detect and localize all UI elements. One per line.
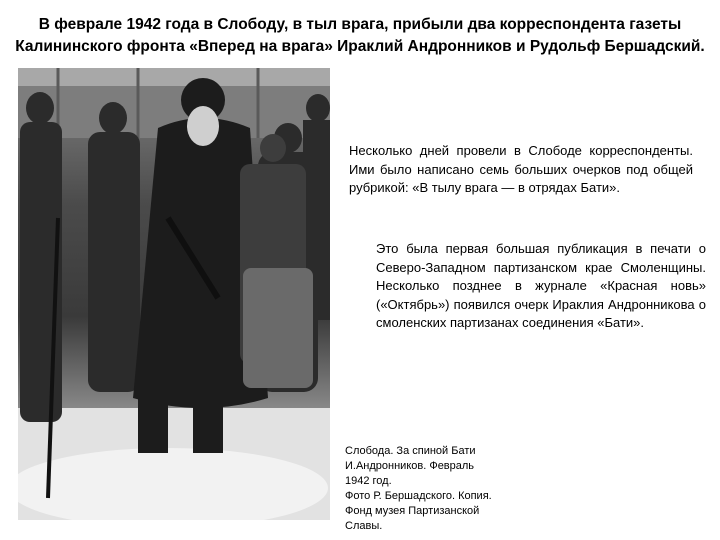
slide-title: В феврале 1942 года в Слободу, в тыл врага, прибыли два корреспондента газеты Калининского фронта «Вперед на врага» Ираклий Андронников и Рудольф Бершадский.: [15, 16, 705, 55]
historical-photo: [18, 68, 330, 520]
caption-line: Фото Р. Бершадского. Копия.: [345, 490, 492, 502]
photo-illustration: [18, 68, 330, 520]
caption-line: Фонд музея Партизанской: [345, 505, 480, 517]
caption-line: 1942 год.: [345, 475, 392, 487]
paragraph-publications: Несколько дней провели в Слободе корреспонденты. Ими было написано семь больших очерков под общей рубрикой: «В тылу врага — в отрядах Бати».: [345, 140, 697, 200]
photo-caption: [343, 442, 528, 536]
caption-line: И.Андронников. Февраль: [345, 460, 475, 472]
paragraph-first-publication: Это была первая большая публикация в печати о Северо-Западном партизанском крае Смоленщины. Несколько позднее в журнале «Красная новь» («Октябрь») появился очерк Ираклия Андронникова о смоленских партизанах соединения «Бати».: [372, 238, 710, 335]
caption-line: Славы.: [345, 520, 383, 532]
caption-line: Слобода. За спиной Бати: [345, 445, 476, 457]
